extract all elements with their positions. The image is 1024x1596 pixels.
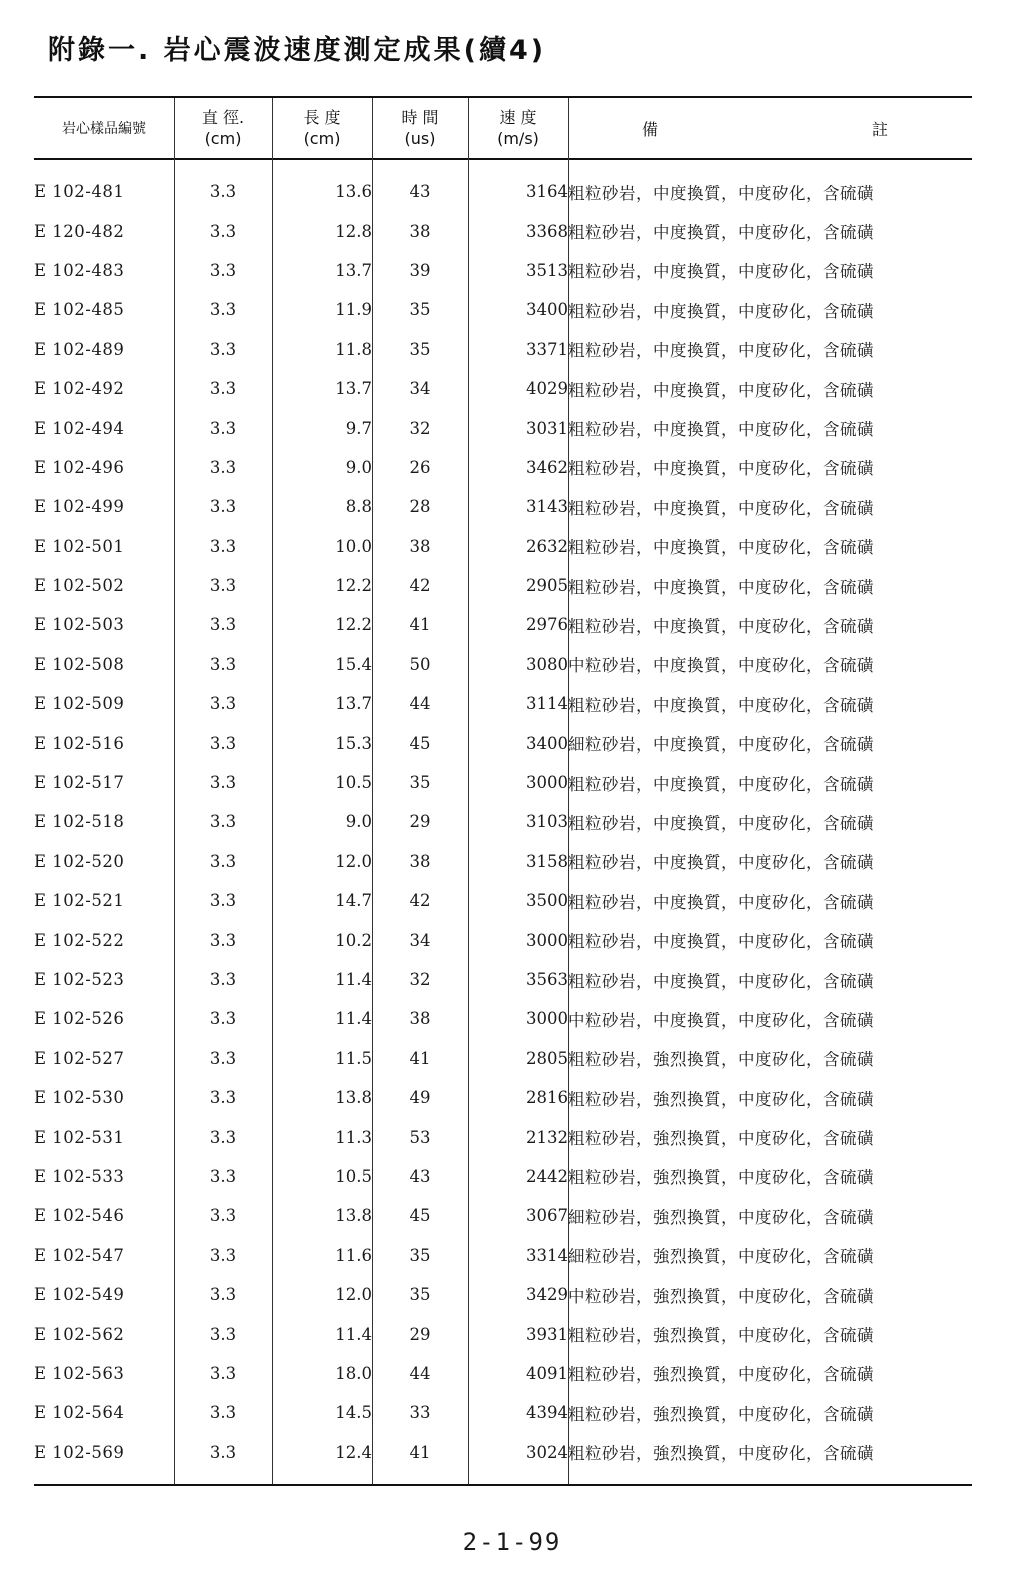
diameter-cell: 3.3 (209, 891, 237, 911)
remarks-cell: 粗粒砂岩，中度換質，中度矽化，含硫磺 (568, 538, 874, 558)
velocity-cell: 3513 (526, 260, 568, 280)
time-cell: 45 (409, 733, 431, 753)
diameter-cell: 3.3 (209, 1245, 237, 1265)
time-cell: 29 (409, 1324, 431, 1344)
length-cell: 13.8 (335, 1088, 372, 1108)
sample-id-cell: E 102-546 (34, 1206, 125, 1226)
time-cell: 32 (409, 970, 431, 989)
table-row (34, 1196, 972, 1235)
velocity-cell: 3500 (526, 891, 568, 911)
length-cell: 11.8 (335, 339, 372, 359)
velocity-cell: 3164 (526, 182, 568, 202)
page-title: 附錄一. 岩心震波速度測定成果(續4) (48, 35, 547, 66)
time-cell: 43 (409, 1166, 431, 1186)
table-row (34, 251, 972, 290)
velocity-cell: 3314 (526, 1245, 568, 1265)
remarks-cell: 粗粒砂岩，中度換質，中度矽化，含硫磺 (568, 459, 874, 479)
sample-id-cell: E 102-521 (34, 891, 125, 911)
time-cell: 38 (409, 221, 431, 241)
velocity-cell: 2442 (526, 1166, 568, 1186)
time-cell: 41 (409, 615, 431, 635)
header-velocity-unit: (m/s) (497, 129, 539, 148)
time-cell: 53 (409, 1127, 431, 1147)
diameter-cell: 3.3 (209, 970, 237, 989)
table-row (34, 369, 972, 408)
time-cell: 38 (409, 536, 431, 556)
diameter-cell: 3.3 (209, 773, 237, 793)
velocity-cell: 3031 (526, 418, 568, 438)
remarks-cell: 粗粒砂岩，中度換質，中度矽化，含硫磺 (568, 380, 874, 400)
diameter-cell: 3.3 (209, 615, 237, 635)
length-cell: 10.2 (335, 930, 372, 950)
velocity-cell: 2805 (526, 1048, 568, 1068)
time-cell: 28 (409, 497, 431, 517)
velocity-cell: 3067 (526, 1206, 568, 1226)
table-row (34, 211, 972, 250)
time-cell: 41 (409, 1442, 431, 1462)
velocity-cell: 4091 (526, 1363, 568, 1383)
table-row (34, 408, 972, 447)
remarks-cell: 中粒砂岩，強烈換質，中度矽化，含硫磺 (568, 1286, 874, 1306)
velocity-cell: 3400 (526, 733, 568, 753)
table-row (34, 763, 972, 802)
time-cell: 38 (409, 1009, 431, 1029)
length-cell: 10.5 (335, 773, 372, 793)
time-cell: 42 (409, 891, 431, 911)
sample-id-cell: E 102-494 (34, 418, 125, 438)
diameter-cell: 3.3 (209, 260, 237, 280)
diameter-cell: 3.3 (209, 1088, 237, 1108)
table-row (34, 1157, 972, 1196)
diameter-cell: 3.3 (209, 812, 237, 832)
diameter-cell: 3.3 (209, 1206, 237, 1226)
diameter-cell: 3.3 (209, 418, 237, 438)
diameter-cell: 3.3 (209, 1127, 237, 1147)
length-cell: 11.4 (335, 1009, 372, 1029)
remarks-cell: 中粒砂岩，中度換質，中度矽化，含硫磺 (568, 656, 874, 676)
sample-id-cell: E 102-483 (34, 260, 125, 280)
diameter-cell: 3.3 (209, 733, 237, 753)
time-cell: 34 (409, 930, 431, 950)
length-cell: 11.5 (335, 1048, 372, 1068)
diameter-cell: 3.3 (209, 536, 237, 556)
remarks-cell: 粗粒砂岩，中度換質，中度矽化，含硫磺 (568, 420, 874, 440)
remarks-cell: 粗粒砂岩，強烈換質，中度矽化，含硫磺 (568, 1404, 874, 1424)
time-cell: 33 (409, 1403, 431, 1423)
table-row (34, 290, 972, 329)
length-cell: 11.6 (335, 1245, 372, 1265)
diameter-cell: 3.3 (209, 300, 237, 320)
time-cell: 43 (409, 182, 431, 202)
sample-id-cell: E 102-527 (34, 1048, 125, 1068)
sample-id-cell: E 102-496 (34, 457, 125, 477)
table-row (34, 566, 972, 605)
remarks-cell: 細粒砂岩，中度換質，中度矽化，含硫磺 (568, 735, 874, 755)
table-row (34, 1117, 972, 1156)
table-row (34, 172, 972, 211)
sample-id-cell: E 102-533 (34, 1166, 125, 1186)
velocity-cell: 4029 (526, 379, 568, 399)
length-cell: 12.2 (335, 576, 372, 596)
sample-id-cell: E 102-547 (34, 1245, 125, 1265)
remarks-cell: 粗粒砂岩，強烈換質，中度矽化，含硫磺 (568, 1050, 874, 1070)
length-cell: 13.7 (335, 694, 372, 714)
time-cell: 44 (409, 694, 431, 714)
length-cell: 15.3 (335, 733, 372, 753)
length-cell: 13.7 (335, 379, 372, 399)
sample-id-cell: E 102-563 (34, 1363, 125, 1383)
diameter-cell: 3.3 (209, 654, 237, 674)
length-cell: 12.0 (335, 1285, 372, 1305)
velocity-cell: 3400 (526, 300, 568, 320)
sample-id-cell: E 102-562 (34, 1324, 125, 1344)
sample-id-cell: E 102-516 (34, 733, 125, 753)
table-row (34, 723, 972, 762)
diameter-cell: 3.3 (209, 182, 237, 202)
sample-id-cell: E 102-520 (34, 851, 125, 871)
diameter-cell: 3.3 (209, 1285, 237, 1305)
remarks-cell: 粗粒砂岩，中度換質，中度矽化，含硫磺 (568, 971, 874, 991)
diameter-cell: 3.3 (209, 457, 237, 477)
length-cell: 9.0 (345, 812, 372, 832)
diameter-cell: 3.3 (209, 1009, 237, 1029)
length-cell: 13.7 (335, 260, 372, 280)
velocity-cell: 3114 (526, 694, 568, 714)
remarks-cell: 粗粒砂岩，中度換質，中度矽化，含硫磺 (568, 813, 874, 833)
velocity-cell: 3000 (526, 930, 568, 950)
sample-id-cell: E 102-530 (34, 1088, 125, 1108)
diameter-cell: 3.3 (209, 497, 237, 517)
length-cell: 12.4 (335, 1442, 372, 1462)
sample-id-cell: E 102-499 (34, 497, 125, 517)
table-row (34, 605, 972, 644)
table-row (34, 684, 972, 723)
table-row (34, 1039, 972, 1078)
sample-id-cell: E 102-522 (34, 930, 125, 950)
table-row (34, 1236, 972, 1275)
table-row (34, 1275, 972, 1314)
time-cell: 42 (409, 576, 431, 596)
diameter-cell: 3.3 (209, 1363, 237, 1383)
remarks-cell: 粗粒砂岩，強烈換質，中度矽化，含硫磺 (568, 1168, 874, 1188)
diameter-cell: 3.3 (209, 379, 237, 399)
diameter-cell: 3.3 (209, 1324, 237, 1344)
table-row (34, 1314, 972, 1353)
time-cell: 35 (409, 773, 431, 793)
velocity-cell: 2976 (526, 615, 568, 635)
diameter-cell: 3.3 (209, 1166, 237, 1186)
header-sample-id: 岩心樣品編號 (62, 121, 146, 137)
table-row (34, 645, 972, 684)
time-cell: 32 (409, 418, 431, 438)
sample-id-cell: E 102-531 (34, 1127, 125, 1147)
table-row (34, 448, 972, 487)
remarks-cell: 粗粒砂岩，中度換質，中度矽化，含硫磺 (568, 892, 874, 912)
time-cell: 34 (409, 379, 431, 399)
sample-id-cell: E 102-485 (34, 300, 125, 320)
remarks-cell: 粗粒砂岩，中度換質，中度矽化，含硫磺 (568, 577, 874, 597)
sample-id-cell: E 102-518 (34, 812, 125, 832)
length-cell: 12.2 (335, 615, 372, 635)
table-row (34, 842, 972, 881)
header-remarks-1: 備 (641, 119, 658, 139)
header-length-unit: (cm) (303, 129, 341, 148)
header-time (372, 98, 468, 158)
remarks-cell: 細粒砂岩，強烈換質，中度矽化，含硫磺 (568, 1207, 874, 1227)
length-cell: 14.5 (335, 1403, 372, 1423)
header-remarks-2: 註 (871, 119, 888, 139)
header-diameter-unit: (cm) (204, 129, 242, 148)
table-row (34, 527, 972, 566)
sample-id-cell: E 120-482 (34, 221, 125, 241)
sample-id-cell: E 102-549 (34, 1285, 125, 1305)
remarks-cell: 粗粒砂岩，中度換質，中度矽化，含硫磺 (568, 262, 874, 282)
time-cell: 35 (409, 1245, 431, 1265)
sample-id-cell: E 102-564 (34, 1403, 125, 1423)
sample-id-cell: E 102-492 (34, 379, 125, 399)
remarks-cell: 粗粒砂岩，強烈換質，中度矽化，含硫磺 (568, 1129, 874, 1149)
time-cell: 26 (409, 457, 431, 477)
sample-id-cell: E 102-501 (34, 536, 125, 556)
sample-id-cell: E 102-502 (34, 576, 125, 596)
length-cell: 13.8 (335, 1206, 372, 1226)
remarks-cell: 粗粒砂岩，中度換質，中度矽化，含硫磺 (568, 774, 874, 794)
velocity-cell: 3931 (526, 1324, 568, 1344)
velocity-cell: 3371 (526, 339, 568, 359)
length-cell: 18.0 (335, 1363, 372, 1383)
length-cell: 9.0 (345, 457, 372, 477)
time-cell: 35 (409, 300, 431, 320)
remarks-cell: 粗粒砂岩，中度換質，中度矽化，含硫磺 (568, 853, 874, 873)
time-cell: 38 (409, 851, 431, 871)
velocity-cell: 2132 (526, 1127, 568, 1147)
remarks-cell: 粗粒砂岩，中度換質，中度矽化，含硫磺 (568, 932, 874, 952)
header-length-label: 長 度 (303, 108, 341, 127)
length-cell: 12.0 (335, 851, 372, 871)
diameter-cell: 3.3 (209, 339, 237, 359)
time-cell: 45 (409, 1206, 431, 1226)
length-cell: 10.5 (335, 1166, 372, 1186)
length-cell: 14.7 (335, 891, 372, 911)
length-cell: 11.4 (335, 970, 372, 989)
velocity-cell: 4394 (526, 1403, 568, 1423)
table-row (34, 1078, 972, 1117)
table-body (34, 172, 972, 1472)
table-row (34, 802, 972, 841)
header-velocity-label: 速 度 (499, 108, 537, 127)
velocity-cell: 3080 (526, 654, 568, 674)
time-cell: 35 (409, 1285, 431, 1305)
time-cell: 35 (409, 339, 431, 359)
remarks-cell: 粗粒砂岩，中度換質，中度矽化，含硫磺 (568, 301, 874, 321)
table-bottom-rule (34, 1484, 972, 1486)
sample-id-cell: E 102-503 (34, 615, 125, 635)
velocity-cell: 2632 (526, 536, 568, 556)
sample-id-cell: E 102-481 (34, 182, 125, 202)
remarks-cell: 細粒砂岩，強烈換質，中度矽化，含硫磺 (568, 1247, 874, 1267)
velocity-cell: 3158 (526, 851, 568, 871)
remarks-cell: 粗粒砂岩，中度換質，中度矽化，含硫磺 (568, 695, 874, 715)
velocity-cell: 2816 (526, 1088, 568, 1108)
remarks-cell: 粗粒砂岩，中度換質，中度矽化，含硫磺 (568, 341, 874, 361)
table-row (34, 881, 972, 920)
length-cell: 9.7 (345, 418, 372, 438)
header-diameter-label: 直 徑. (201, 108, 245, 127)
header-diameter (174, 98, 272, 158)
table-row (34, 1433, 972, 1472)
velocity-cell: 3103 (526, 812, 568, 832)
velocity-cell: 3462 (526, 457, 568, 477)
time-cell: 39 (409, 260, 431, 280)
header-time-label: 時 間 (401, 108, 439, 127)
length-cell: 15.4 (335, 654, 372, 674)
diameter-cell: 3.3 (209, 221, 237, 241)
table-row (34, 920, 972, 959)
length-cell: 11.4 (335, 1324, 372, 1344)
velocity-cell: 3000 (526, 1009, 568, 1029)
header-time-unit: (us) (404, 129, 436, 148)
velocity-cell: 3000 (526, 773, 568, 793)
diameter-cell: 3.3 (209, 576, 237, 596)
length-cell: 8.8 (345, 497, 372, 517)
length-cell: 10.0 (335, 536, 372, 556)
sample-id-cell: E 102-569 (34, 1442, 125, 1462)
time-cell: 29 (409, 812, 431, 832)
velocity-table (34, 172, 972, 1472)
header-velocity (468, 98, 568, 158)
length-cell: 12.8 (335, 221, 372, 241)
remarks-cell: 粗粒砂岩，強烈換質，中度矽化，含硫磺 (568, 1089, 874, 1109)
diameter-cell: 3.3 (209, 694, 237, 714)
table-row (34, 999, 972, 1038)
time-cell: 49 (409, 1088, 431, 1108)
remarks-cell: 粗粒砂岩，強烈換質，中度矽化，含硫磺 (568, 1444, 874, 1464)
remarks-cell: 粗粒砂岩，強烈換質，中度矽化，含硫磺 (568, 1326, 874, 1346)
table-row (34, 330, 972, 369)
diameter-cell: 3.3 (209, 1442, 237, 1462)
length-cell: 13.6 (335, 182, 372, 202)
page-number: 2-1-99 (462, 1528, 562, 1556)
table-row (34, 1354, 972, 1393)
remarks-cell: 粗粒砂岩，中度換質，中度矽化，含硫磺 (568, 498, 874, 518)
time-cell: 50 (409, 654, 431, 674)
diameter-cell: 3.3 (209, 930, 237, 950)
time-cell: 44 (409, 1363, 431, 1383)
diameter-cell: 3.3 (209, 851, 237, 871)
velocity-cell: 3368 (526, 221, 568, 241)
remarks-cell: 粗粒砂岩，強烈換質，中度矽化，含硫磺 (568, 1365, 874, 1385)
velocity-cell: 2905 (526, 576, 568, 596)
sample-id-cell: E 102-526 (34, 1009, 125, 1029)
sample-id-cell: E 102-517 (34, 773, 125, 793)
remarks-cell: 粗粒砂岩，中度換質，中度矽化，含硫磺 (568, 223, 874, 243)
header-length (272, 98, 372, 158)
remarks-cell: 粗粒砂岩，中度換質，中度矽化，含硫磺 (568, 183, 874, 203)
time-cell: 41 (409, 1048, 431, 1068)
velocity-cell: 3429 (526, 1285, 568, 1305)
sample-id-cell: E 102-509 (34, 694, 125, 714)
velocity-cell: 3563 (526, 970, 568, 989)
length-cell: 11.9 (335, 300, 372, 320)
sample-id-cell: E 102-523 (34, 970, 125, 989)
velocity-cell: 3024 (526, 1442, 568, 1462)
diameter-cell: 3.3 (209, 1048, 237, 1068)
length-cell: 11.3 (335, 1127, 372, 1147)
diameter-cell: 3.3 (209, 1403, 237, 1423)
sample-id-cell: E 102-508 (34, 654, 125, 674)
sample-id-cell: E 102-489 (34, 339, 125, 359)
velocity-cell: 3143 (526, 497, 568, 517)
table-row (34, 1393, 972, 1432)
remarks-cell: 中粒砂岩，中度換質，中度矽化，含硫磺 (568, 1010, 874, 1030)
remarks-cell: 粗粒砂岩，中度換質，中度矽化，含硫磺 (568, 616, 874, 636)
table-row (34, 487, 972, 526)
table-row (34, 960, 972, 999)
